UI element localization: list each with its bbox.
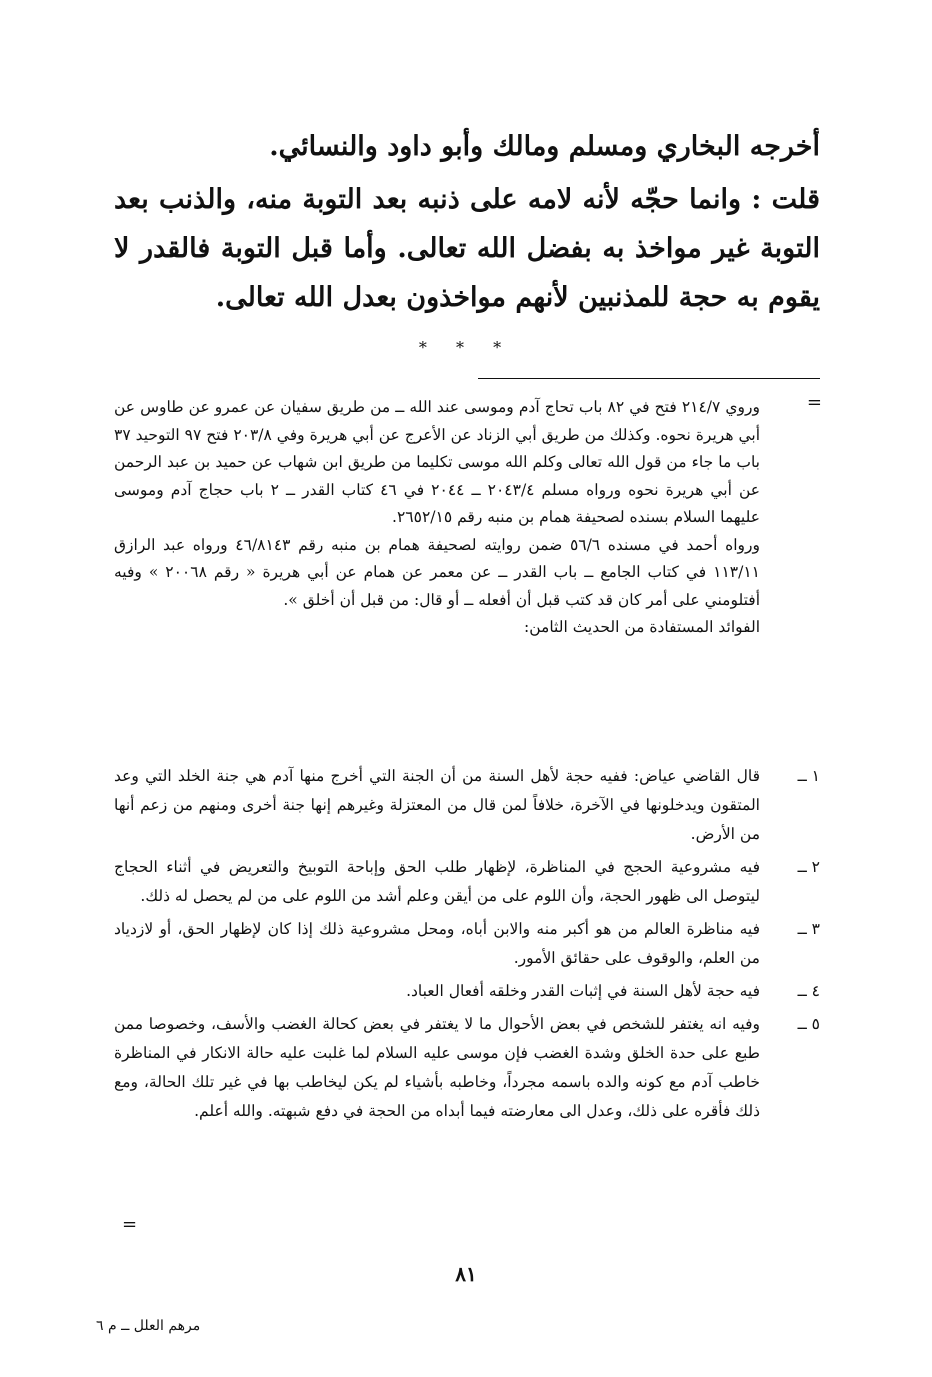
item-text: فيه حجة لأهل السنة في إثبات القدر وخلقه أفعال العباد. <box>406 982 760 1000</box>
main-paragraph-2: قلت : وانما حجّه لأنه لامه على ذنبه بعد التوبة منه، والذنب بعد التوبة غير مواخذ به بفضل الله تعالى. وأما قبل التوبة فالقدر لا يقوم به حجة للمذنبين لأنهم مواخذون بعدل الله تعالى. <box>114 184 820 313</box>
benefits-heading: الفوائد المستفادة من الحديث الثامن: <box>524 618 760 636</box>
footnote-paragraph-2: ورواه أحمد في مسنده ٥٦/٦ ضمن روايته لصحيفة همام بن منبه رقم ٤٦/٨١٤٣ ورواه عبد الرازق ١١٣/١١ في كتاب الجامع ــ باب القدر ــ عن معمر عن همام عن أبي هريرة « رقم ٢٠٠٦٨ » وفيه أفتلومني على أمر كان قد كتب قبل أن أفعله ــ أو قال: من قبل أن أخلق ». <box>114 535 761 609</box>
item-text: وفيه انه يغتفر للشخص في بعض الأحوال ما لا يغتفر في بعض كحالة الغضب والأسف، وخصوصا ممن طبع على حدة الخلق وشدة الغضب فإن موسى عليه السلام لما غلبت عليه حالة الانكار في المناظرة خاطب آدم مع كونه والده باسمه مجرداً، وخاطبه بأشياء لم يكن ليخاطب بها في غير تلك الحالة، ومع ذلك فأقره على ذلك، وعدل الى معارضته فيما أبداه من الحجة في دفع شبهته. والله أعلم. <box>114 1015 760 1120</box>
item-text: فيه مشروعية الحجج في المناظرة، لإظهار طلب الحق وإباحة التوبيخ والتعريض في أثناء الحجاج ليتوصل الى ظهور الحجة، وأن اللوم على من أيقن وعلم أشد من اللوم على من لم يحصل له ذلك. <box>114 858 760 905</box>
item-number: ٣ ــ <box>797 920 820 938</box>
footnote-paragraph-1: وروي ٢١٤/٧ فتح في ٨٢ باب تحاج آدم وموسى عند الله ــ من طريق سفيان عن عمرو عن طاوس عن أبي هريرة نحوه. وكذلك من طريق أبي الزناد عن الأعرج عن أبي هريرة وفي ٢٠٣/٨ فتح ٩٧ التوحيد ٣٧ باب ما جاء من قول الله تعالى وكلم الله موسى تكليما من طريق ابن شهاب عن حميد بن عبد الرحمن عن أبي هريرة نحوه ورواه مسلم ٢٠٤٣/٤ ــ ٢٠٤٤ في ٤٦ كتاب القدر ــ ٢ باب حجاج آدم وموسى عليهما السلام بسنده لصحيفة همام بن منبه رقم ٢٦٥٢/١٥. <box>114 398 761 526</box>
main-paragraph-1: أخرجه البخاري ومسلم ومالك وأبو داود والنسائي. <box>269 131 820 162</box>
item-number: ٢ ــ <box>797 858 820 876</box>
item-number: ٤ ــ <box>797 982 820 1000</box>
benefits-list <box>114 762 820 1130</box>
footnote-continuation-mark: = <box>806 392 822 413</box>
book-signature: مرهم العلل ــ م ٦ <box>96 1318 201 1334</box>
list-item <box>114 1010 820 1126</box>
item-number: ١ ــ <box>797 767 820 785</box>
footnote-end-mark: = <box>122 1214 138 1235</box>
footnote-rule <box>478 378 820 379</box>
item-text: فيه مناظرة العالم من هو أكبر منه والابن أباه، ومحل مشروعية ذلك إذا كان لإظهار الحق، أو لازدياد من العلم، والوقوف على حقائق الأمور. <box>114 920 761 967</box>
list-item <box>114 762 820 849</box>
footnotes <box>114 394 760 642</box>
page-number: ٨١ <box>455 1262 477 1286</box>
section-separator: * * * <box>418 338 514 357</box>
list-item <box>114 977 820 1006</box>
main-text <box>114 122 820 322</box>
list-item <box>114 853 820 911</box>
item-text: قال القاضي عياض: ففيه حجة لأهل السنة من أن الجنة التي أخرج منها آدم هي جنة الخلد التي وعد المتقون ويدخلونها في الآخرة، خلافاً لمن قال من المعتزلة وغيرهم إنها جنة أخرى ومنهم من زعم أنها من الأرض. <box>114 767 760 843</box>
list-item <box>114 915 820 973</box>
item-number: ٥ ــ <box>797 1015 820 1033</box>
